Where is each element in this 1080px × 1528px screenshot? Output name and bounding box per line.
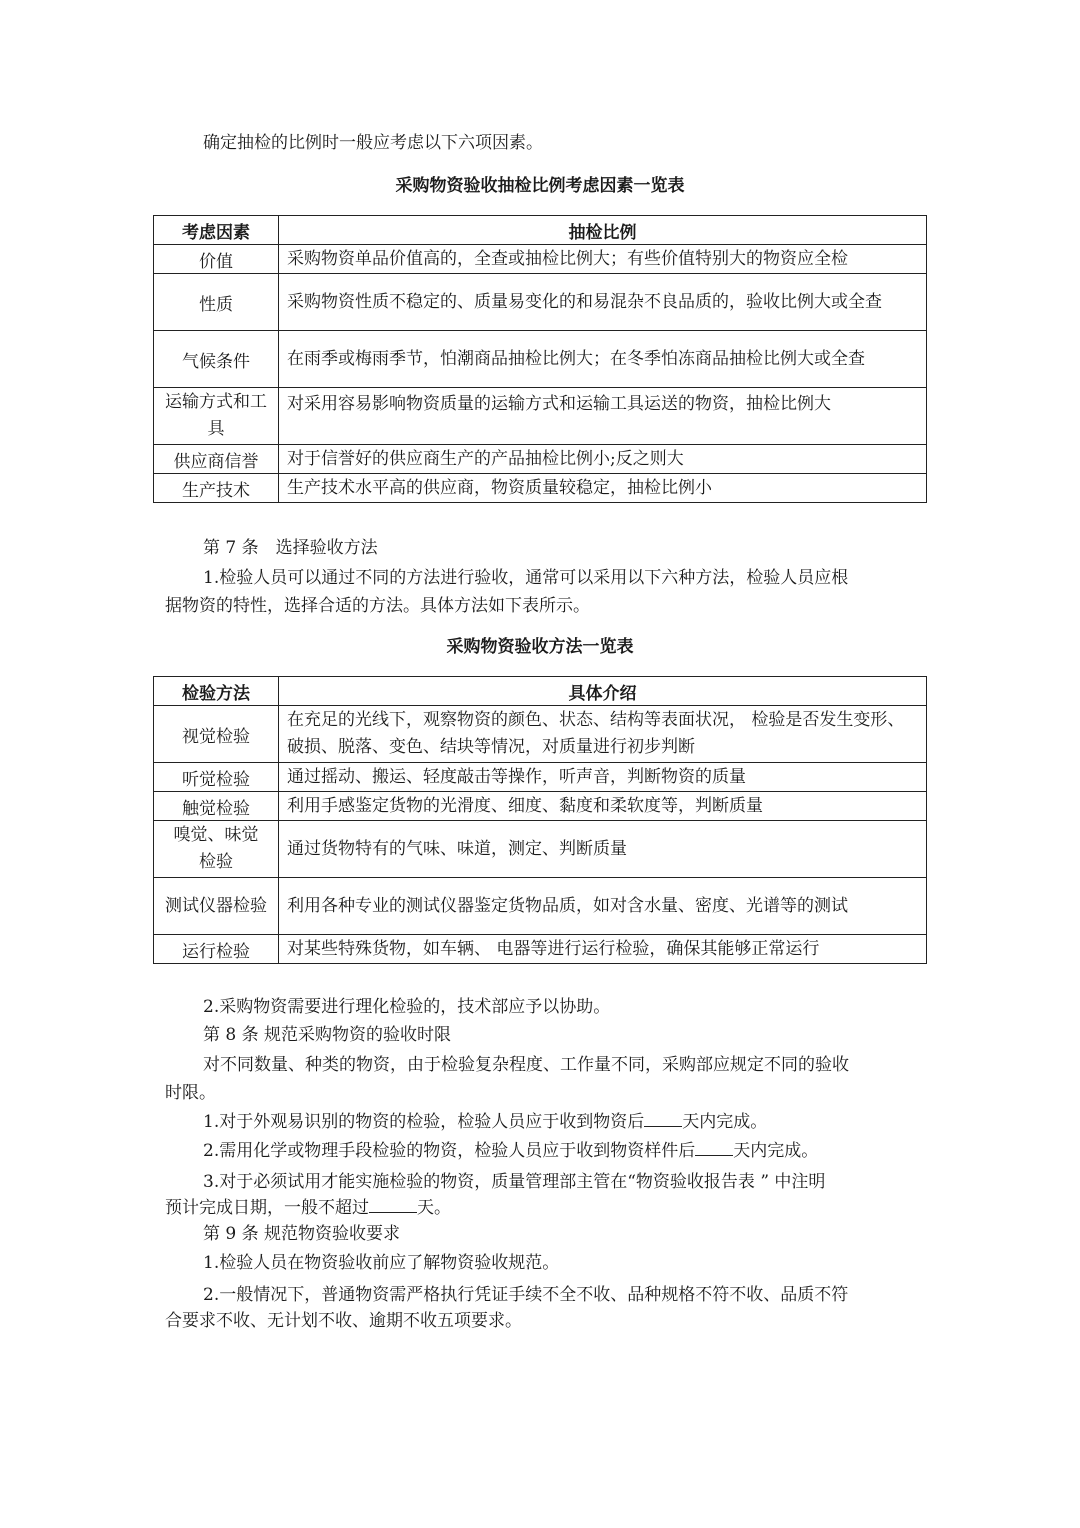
blank-field	[644, 1108, 682, 1127]
article8-item3-line1: 3.对于必须试用才能实施检验的物资，质量管理部主管在“物资验收报告表 ” 中注明	[203, 1172, 826, 1192]
table-row	[154, 274, 927, 331]
factor-cell: 价值	[154, 245, 279, 274]
table-row	[154, 706, 927, 763]
desc-cell: 在充足的光线下，观察物资的颜色、状态、结构等表面状况， 检验是否发生变形、破损、脱落、变色、结块等情况，对质量进行初步判断	[279, 706, 927, 763]
ratio-cell: 对于信誉好的供应商生产的产品抽检比例小;反之则大	[279, 445, 927, 474]
table-row	[154, 388, 927, 445]
method-cell: 视觉检验	[154, 706, 279, 763]
item2-text: 2.需用化学或物理手段检验的物资，检验人员应于收到物资样件后	[203, 1141, 696, 1161]
blank-field	[369, 1194, 417, 1213]
column-header: 具体介绍	[279, 677, 927, 706]
table-row	[154, 331, 927, 388]
table-row	[154, 763, 927, 792]
factor-cell: 气候条件	[154, 331, 279, 388]
article8-intro-line2: 时限。	[165, 1083, 216, 1103]
table-row	[154, 474, 927, 503]
blank-field	[695, 1137, 733, 1156]
table-row	[154, 792, 927, 821]
factor-cell: 生产技术	[154, 474, 279, 503]
factor-cell: 性质	[154, 274, 279, 331]
table-row	[154, 878, 927, 935]
table-row	[154, 935, 927, 964]
table-row	[154, 445, 927, 474]
article9-heading: 第 9 条 规范物资验收要求	[203, 1224, 401, 1244]
article9-item1: 1.检验人员在物资验收前应了解物资验收规范。	[203, 1253, 560, 1273]
table-header-row	[154, 677, 927, 706]
desc-cell: 对某些特殊货物，如车辆、 电器等进行运行检验，确保其能够正常运行	[279, 935, 927, 964]
ratio-cell: 对采用容易影响物资质量的运输方式和运输工具运送的物资，抽检比例大	[279, 388, 927, 445]
article8-heading: 第 8 条 规范采购物资的验收时限	[203, 1025, 452, 1045]
item1-suffix: 天内完成。	[682, 1112, 768, 1132]
column-header: 检验方法	[154, 677, 279, 706]
sampling-factors-table	[153, 215, 927, 503]
method-cell: 听觉检验	[154, 763, 279, 792]
table-row	[154, 245, 927, 274]
article9-item2-line1: 2.一般情况下，普通物资需严格执行凭证手续不全不收、品种规格不符不收、品质不符	[203, 1285, 849, 1305]
table-row	[154, 821, 927, 878]
tech-assist-text: 2.采购物资需要进行理化检验的，技术部应予以协助。	[203, 997, 611, 1017]
article8-item2	[203, 1137, 818, 1164]
intro-text: 确定抽检的比例时一般应考虑以下六项因素。	[203, 133, 543, 153]
factor-cell: 供应商信誉	[154, 445, 279, 474]
item3-text: 预计完成日期，一般不超过	[165, 1198, 369, 1218]
article8-intro-line1: 对不同数量、种类的物资，由于检验复杂程度、工作量不同，采购部应规定不同的验收	[203, 1055, 849, 1075]
article7-para-line1: 1.检验人员可以通过不同的方法进行验收，通常可以采用以下六种方法，检验人员应根	[203, 568, 849, 588]
factor-cell: 运输方式和工具	[154, 388, 279, 445]
desc-cell: 利用手感鉴定货物的光滑度、细度、黏度和柔软度等，判断质量	[279, 792, 927, 821]
ratio-cell: 采购物资单品价值高的，全查或抽检比例大；有些价值特别大的物资应全检	[279, 245, 927, 274]
article8-item3-line2	[165, 1194, 451, 1221]
article9-item2-line2: 合要求不收、无计划不收、逾期不收五项要求。	[165, 1311, 522, 1331]
inspection-methods-table	[153, 676, 927, 964]
item3-suffix: 天。	[417, 1198, 451, 1218]
ratio-cell: 生产技术水平高的供应商，物资质量较稳定，抽检比例小	[279, 474, 927, 503]
item2-suffix: 天内完成。	[733, 1141, 819, 1161]
article7-para-line2: 据物资的特性，选择合适的方法。具体方法如下表所示。	[165, 596, 590, 616]
desc-cell: 利用各种专业的测试仪器鉴定货物品质，如对含水量、密度、光谱等的测试	[279, 878, 927, 935]
column-header: 考虑因素	[154, 216, 279, 245]
table1-title: 采购物资验收抽检比例考虑因素一览表	[395, 176, 685, 196]
table-header-row	[154, 216, 927, 245]
table2-title: 采购物资验收方法一览表	[446, 637, 634, 657]
item1-text: 1.对于外观易识别的物资的检验，检验人员应于收到物资后	[203, 1112, 645, 1132]
ratio-cell: 采购物资性质不稳定的、质量易变化的和易混杂不良品质的，验收比例大或全查	[279, 274, 927, 331]
method-cell: 测试仪器检验	[154, 878, 279, 935]
article7-heading: 第 7 条 选择验收方法	[203, 538, 378, 558]
column-header: 抽检比例	[279, 216, 927, 245]
method-cell: 嗅觉、味觉检验	[154, 821, 279, 878]
ratio-cell: 在雨季或梅雨季节，怕潮商品抽检比例大；在冬季怕冻商品抽检比例大或全查	[279, 331, 927, 388]
article8-item1	[203, 1108, 767, 1135]
desc-cell: 通过摇动、搬运、轻度敲击等操作，听声音，判断物资的质量	[279, 763, 927, 792]
method-cell: 运行检验	[154, 935, 279, 964]
desc-cell: 通过货物特有的气味、味道，测定、判断质量	[279, 821, 927, 878]
method-cell: 触觉检验	[154, 792, 279, 821]
